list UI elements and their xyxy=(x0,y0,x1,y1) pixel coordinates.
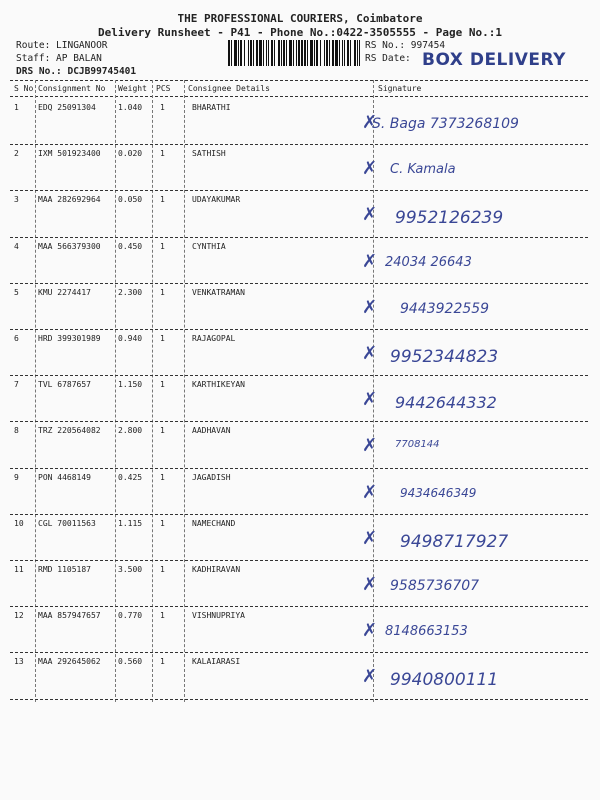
row-consignment: MAA 292645062 xyxy=(38,657,101,667)
check-mark-icon: ✗ xyxy=(362,620,378,642)
col-weight: Weight xyxy=(118,84,147,93)
row-pcs: 1 xyxy=(160,518,165,528)
barcode-bar xyxy=(350,40,351,66)
row-weight: 0.560 xyxy=(118,657,143,667)
barcode-bar xyxy=(240,40,242,66)
signature-handwriting: 9434646349 xyxy=(400,485,477,500)
row-pcs: 1 xyxy=(160,195,165,205)
row-consignment: KMU 2274417 xyxy=(38,287,91,297)
row-sno: 4 xyxy=(14,241,19,251)
col-consignment: Consignment No xyxy=(38,84,106,93)
barcode-bar xyxy=(266,40,267,66)
row-consignee: KARTHIKEYAN xyxy=(192,380,245,390)
barcode-bar xyxy=(283,40,285,66)
barcode-bar xyxy=(329,40,330,66)
row-pcs: 1 xyxy=(160,426,165,436)
company-title: THE PROFESSIONAL COURIERS, Coimbatore xyxy=(177,12,423,25)
row-weight: 0.770 xyxy=(118,611,143,621)
barcode-bar xyxy=(271,40,273,66)
row-separator xyxy=(10,699,588,700)
row-consignee: VENKATRAMAN xyxy=(192,287,245,297)
barcode-bar xyxy=(244,40,245,66)
barcode-bar xyxy=(281,40,282,66)
check-mark-icon: ✗ xyxy=(362,250,378,272)
row-sno: 2 xyxy=(14,149,19,159)
barcode-bar xyxy=(238,40,239,66)
row-consignment: TVL 6787657 xyxy=(38,380,91,390)
check-mark-icon: ✗ xyxy=(362,343,378,364)
barcode-bar xyxy=(263,40,264,66)
check-mark-icon: ✗ xyxy=(362,481,378,503)
row-separator xyxy=(10,606,588,607)
barcode-bar xyxy=(332,40,334,66)
barcode-bar xyxy=(301,40,303,66)
barcode-bar xyxy=(274,40,275,66)
barcode-bar xyxy=(228,40,230,66)
drs-number: DRS No.: DCJB99745401 xyxy=(16,66,137,77)
check-mark-icon: ✗ xyxy=(362,666,378,688)
barcode-image xyxy=(228,40,360,66)
col-consignee: Consignee Details xyxy=(188,84,270,93)
row-sno: 12 xyxy=(14,611,24,621)
barcode-bar xyxy=(286,40,287,66)
barcode-bar xyxy=(289,40,292,66)
row-pcs: 1 xyxy=(160,657,165,667)
row-consignee: JAGADISH xyxy=(192,472,231,482)
check-mark-icon: ✗ xyxy=(362,204,378,226)
row-pcs: 1 xyxy=(160,149,165,159)
signature-handwriting: 9952344823 xyxy=(390,347,499,367)
barcode-bar xyxy=(250,40,252,66)
col-pcs: PCS xyxy=(156,84,171,93)
barcode-bar xyxy=(310,40,313,66)
row-consignment: PON 4468149 xyxy=(38,472,91,482)
row-pcs: 1 xyxy=(160,334,165,343)
signature-handwriting: 8148663153 xyxy=(385,624,468,640)
row-sno: 6 xyxy=(14,334,19,343)
row-consignment: MAA 857947657 xyxy=(38,611,101,621)
barcode-bar xyxy=(344,40,345,66)
row-consignee: RAJAGOPAL xyxy=(192,334,236,343)
check-mark-icon: ✗ xyxy=(362,435,378,457)
row-pcs: 1 xyxy=(160,611,165,621)
row-consignee: BHARATHI xyxy=(192,103,231,112)
header-top-rule xyxy=(10,80,588,81)
row-pcs: 1 xyxy=(160,103,165,112)
col-divider xyxy=(115,80,116,702)
row-sno: 10 xyxy=(14,518,24,528)
row-weight: 0.020 xyxy=(118,149,143,159)
row-consignee: AADHAVAN xyxy=(192,426,231,436)
barcode-bar xyxy=(307,40,308,66)
barcode-bar xyxy=(234,40,237,66)
row-consignee: KADHIRAVAN xyxy=(192,565,241,574)
row-consignee: NAMECHAND xyxy=(192,518,236,528)
barcode-bar xyxy=(248,40,249,66)
signature-handwriting: C. Kamala xyxy=(390,162,456,178)
row-separator xyxy=(10,560,588,561)
row-sno: 13 xyxy=(14,657,24,667)
row-pcs: 1 xyxy=(160,287,165,297)
row-separator xyxy=(10,468,588,469)
col-sno: S No xyxy=(14,84,34,93)
row-consignment: EDQ 25091304 xyxy=(38,103,96,112)
check-mark-icon: ✗ xyxy=(362,527,378,549)
barcode-bar xyxy=(357,40,358,66)
signature-handwriting: 9940800111 xyxy=(390,670,499,691)
row-consignee: KALAIARASI xyxy=(192,657,241,667)
row-sno: 9 xyxy=(14,472,19,482)
row-separator xyxy=(10,237,588,238)
row-consignee: VISHNUPRIYA xyxy=(192,611,245,621)
check-mark-icon: ✗ xyxy=(362,296,378,318)
check-mark-icon: ✗ xyxy=(362,112,378,133)
row-consignment: MAA 566379300 xyxy=(38,241,101,251)
row-sno: 11 xyxy=(14,565,24,574)
col-divider xyxy=(152,80,153,702)
row-separator xyxy=(10,375,588,376)
barcode-bar xyxy=(298,40,300,66)
row-separator xyxy=(10,421,588,422)
barcode-bar xyxy=(293,40,294,66)
signature-handwriting: 9442644332 xyxy=(395,393,497,413)
row-pcs: 1 xyxy=(160,380,165,390)
row-separator xyxy=(10,144,588,145)
barcode-bar xyxy=(324,40,325,66)
col-divider xyxy=(184,80,185,702)
barcode-bar xyxy=(359,40,360,66)
barcode-bar xyxy=(253,40,254,66)
row-weight: 1.115 xyxy=(118,518,143,528)
row-weight: 0.450 xyxy=(118,241,143,251)
row-weight: 0.050 xyxy=(118,195,143,205)
barcode-bar xyxy=(316,40,318,66)
row-consignment: RMD 1105187 xyxy=(38,565,91,574)
box-delivery-stamp: BOX DELIVERY xyxy=(422,50,566,70)
row-pcs: 1 xyxy=(160,565,165,574)
check-mark-icon: ✗ xyxy=(362,574,378,595)
row-separator xyxy=(10,283,588,284)
row-pcs: 1 xyxy=(160,241,165,251)
signature-handwriting: 7708144 xyxy=(395,439,440,451)
row-consignment: HRD 399301989 xyxy=(38,334,101,343)
row-consignee: UDAYAKUMAR xyxy=(192,195,241,205)
row-sno: 3 xyxy=(14,195,19,205)
barcode-bar xyxy=(320,40,321,66)
row-separator xyxy=(10,514,588,515)
barcode-bar xyxy=(296,40,297,66)
row-weight: 2.800 xyxy=(118,426,143,436)
route-label: Route: LINGANOOR xyxy=(16,40,108,51)
row-weight: 0.425 xyxy=(118,472,143,482)
barcode-bar xyxy=(354,40,356,66)
row-separator xyxy=(10,329,588,330)
header-bottom-rule xyxy=(10,96,588,97)
rs-date: RS Date: xyxy=(365,53,411,64)
row-consignee: SATHISH xyxy=(192,149,226,159)
runsheet-subtitle: Delivery Runsheet - P41 - Phone No.:0422-3505555 - Page No.:1 xyxy=(98,26,502,39)
barcode-bar xyxy=(231,40,232,66)
rs-number: RS No.: 997454 xyxy=(365,40,446,51)
staff-label: Staff: AP BALAN xyxy=(16,53,102,64)
check-mark-icon: ✗ xyxy=(362,158,378,180)
row-sno: 5 xyxy=(14,287,19,297)
signature-handwriting: 9443922559 xyxy=(400,300,490,317)
barcode-bar xyxy=(335,40,338,66)
row-sno: 8 xyxy=(14,426,19,436)
barcode-bar xyxy=(259,40,262,66)
barcode-bar xyxy=(339,40,340,66)
barcode-bar xyxy=(304,40,306,66)
row-weight: 0.940 xyxy=(118,334,143,343)
barcode-bar xyxy=(278,40,280,66)
row-separator xyxy=(10,190,588,191)
row-consignment: MAA 282692964 xyxy=(38,195,101,205)
row-separator xyxy=(10,652,588,653)
row-sno: 7 xyxy=(14,380,19,390)
signature-handwriting: 9952126239 xyxy=(395,208,504,229)
col-divider xyxy=(35,80,36,702)
col-signature: Signature xyxy=(378,84,422,93)
row-weight: 3.500 xyxy=(118,565,143,574)
barcode-bar xyxy=(347,40,349,66)
barcode-bar xyxy=(256,40,258,66)
row-consignment: TRZ 220564082 xyxy=(38,426,101,436)
barcode-bar xyxy=(314,40,315,66)
signature-handwriting: S. Baga 7373268109 xyxy=(372,116,519,132)
row-pcs: 1 xyxy=(160,472,165,482)
row-consignee: CYNTHIA xyxy=(192,241,226,251)
row-weight: 1.150 xyxy=(118,380,143,390)
row-weight: 1.040 xyxy=(118,103,143,112)
check-mark-icon: ✗ xyxy=(362,389,378,411)
signature-handwriting: 9498717927 xyxy=(400,531,509,552)
row-consignment: IXM 501923400 xyxy=(38,149,101,159)
barcode-bar xyxy=(342,40,343,66)
row-consignment: CGL 70011563 xyxy=(38,518,96,528)
barcode-bar xyxy=(326,40,328,66)
row-sno: 1 xyxy=(14,103,19,112)
signature-handwriting: 9585736707 xyxy=(390,578,480,594)
signature-handwriting: 24034 26643 xyxy=(385,254,472,270)
row-weight: 2.300 xyxy=(118,287,143,297)
barcode-bar xyxy=(268,40,269,66)
